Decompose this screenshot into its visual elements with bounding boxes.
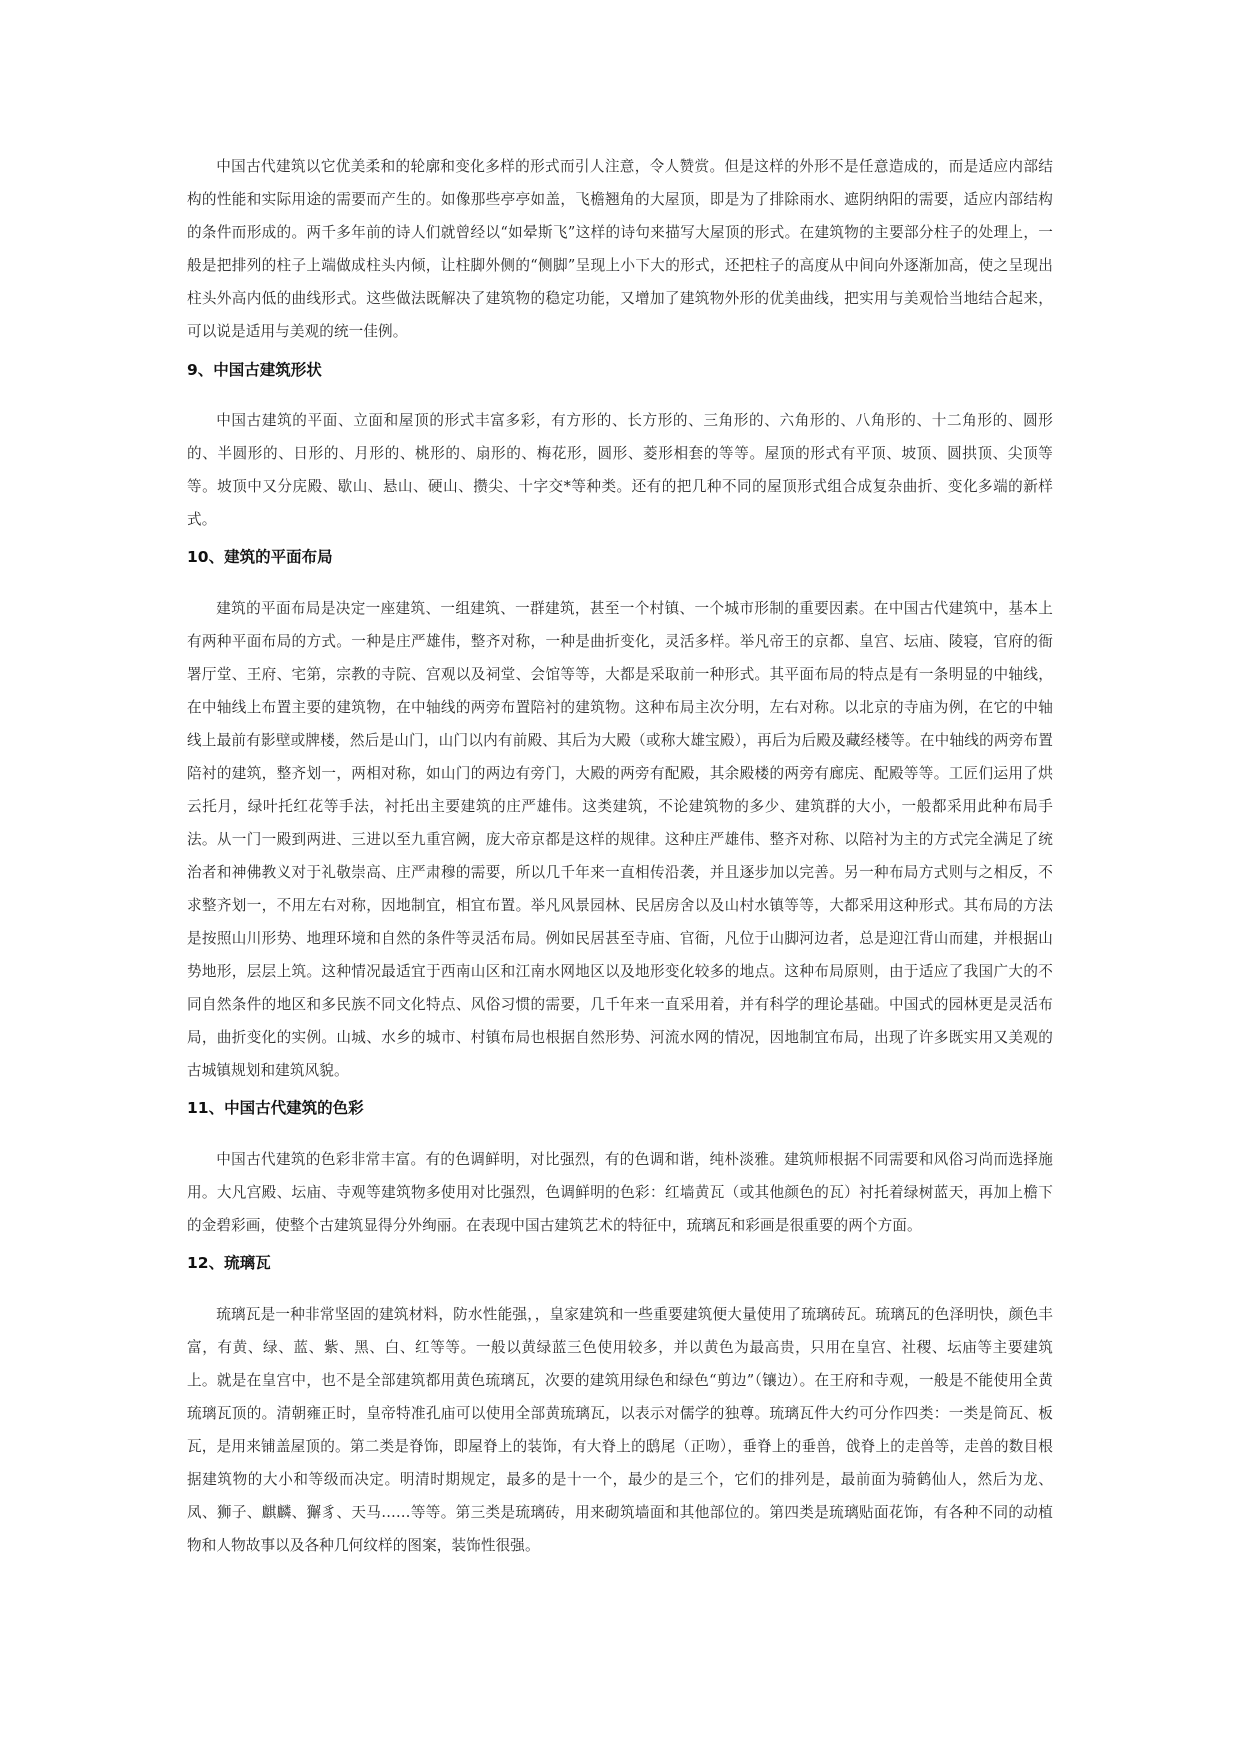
- section-12-heading: 12、琉璃瓦: [187, 1254, 271, 1272]
- section-9-paragraph: 中国古建筑的平面、立面和屋顶的形式丰富多彩，有方形的、长方形的、三角形的、六角形的、八角形的、十二角形的、圆形的、半圆形的、日形的、月形的、桃形的、扇形的、梅花形，圆形、菱形相套的等等。屋顶的形式有平顶、坡顶、圆拱顶、尖顶等等。坡顶中又分庑殿、歇山、悬山、硬山、攒尖、十字交*等种类。还有的把几种不同的屋顶形式组合成复杂曲折、变化多端的新样式。: [187, 412, 1053, 528]
- section-11-paragraph: 中国古代建筑的色彩非常丰富。有的色调鲜明，对比强烈，有的色调和谐，纯朴淡雅。建筑师根据不同需要和风俗习尚而选择施用。大凡宫殿、坛庙、寺观等建筑物多使用对比强烈，色调鲜明的色彩：红墙黄瓦（或其他颜色的瓦）衬托着绿树蓝天，再加上檐下的金碧彩画，使整个古建筑显得分外绚丽。在表现中国古建筑艺术的特征中，琉璃瓦和彩画是很重要的两个方面。: [187, 1151, 1053, 1234]
- section-9-heading: 9、中国古建筑形状: [187, 361, 322, 379]
- section-12-paragraph: 琉璃瓦是一种非常坚固的建筑材料，防水性能强，，皇家建筑和一些重要建筑便大量使用了琉璃砖瓦。琉璃瓦的色泽明快，颜色丰富，有黄、绿、蓝、紫、黑、白、红等等。一般以黄绿蓝三色使用较多，并以黄色为最高贵，只用在皇宫、社稷、坛庙等主要建筑上。就是在皇宫中，也不是全部建筑都用黄色琉璃瓦，次要的建筑用绿色和绿色“剪边”（镶边）。在王府和寺观，一般是不能使用全黄琉璃瓦顶的。清朝雍正时，皇帝特准孔庙可以使用全部黄琉璃瓦，以表示对儒学的独尊。琉璃瓦件大约可分作四类：一类是筒瓦、板瓦，是用来铺盖屋顶的。第二类是脊饰，即屋脊上的装饰，有大脊上的鸱尾（正吻），垂脊上的垂兽，戗脊上的走兽等，走兽的数目根据建筑物的大小和等级而决定。明清时期规定，最多的是十一个，最少的是三个，它们的排列是，最前面为骑鹤仙人，然后为龙、凤、狮子、麒麟、獬豸、天马……等等。第三类是琉璃砖，用来砌筑墙面和其他部位的。第四类是琉璃贴面花饰，有各种不同的动植物和人物故事以及各种几何纹样的图案，装饰性很强。: [187, 1306, 1053, 1554]
- section-10-paragraph: 建筑的平面布局是决定一座建筑、一组建筑、一群建筑，甚至一个村镇、一个城市形制的重要因素。在中国古代建筑中，基本上有两种平面布局的方式。一种是庄严雄伟，整齐对称，一种是曲折变化，灵活多样。举凡帝王的京都、皇宫、坛庙、陵寝，官府的衙署厅堂、王府、宅第，宗教的寺院、宫观以及祠堂、会馆等等，大都是采取前一种形式。其平面布局的特点是有一条明显的中轴线，在中轴线上布置主要的建筑物，在中轴线的两旁布置陪衬的建筑物。这种布局主次分明，左右对称。以北京的寺庙为例，在它的中轴线上最前有影壁或牌楼，然后是山门，山门以内有前殿、其后为大殿（或称大雄宝殿），再后为后殿及藏经楼等。在中轴线的两旁布置陪衬的建筑，整齐划一，两相对称，如山门的两边有旁门，大殿的两旁有配殿，其余殿楼的两旁有廊庑、配殿等等。工匠们运用了烘云托月，绿叶托红花等手法，衬托出主要建筑的庄严雄伟。这类建筑，不论建筑物的多少、建筑群的大小，一般都采用此种布局手法。从一门一殿到两进、三进以至九重宫阙，庞大帝京都是这样的规律。这种庄严雄伟、整齐对称、以陪衬为主的方式完全满足了统治者和神佛教义对于礼敬崇高、庄严肃穆的需要，所以几千年来一直相传沿袭，并且逐步加以完善。另一种布局方式则与之相反，不求整齐划一，不用左右对称，因地制宜，相宜布置。举凡风景园林、民居房舍以及山村水镇等等，大都采用这种形式。其布局的方法是按照山川形势、地理环境和自然的条件等灵活布局。例如民居甚至寺庙、官衙，凡位于山脚河边者，总是迎江背山而建，并根据山势地形，层层上筑。这种情况最适宜于西南山区和江南水网地区以及地形变化较多的地点。这种布局原则，由于适应了我国广大的不同自然条件的地区和多民族不同文化特点、风俗习惯的需要，几千年来一直采用着，并有科学的理论基础。中国式的园林更是灵活布局，曲折变化的实例。山城、水乡的城市、村镇布局也根据自然形势、河流水网的情况，因地制宜布局，出现了许多既实用又美观的古城镇规划和建筑风貌。: [187, 600, 1053, 1079]
- section-11-heading: 11、中国古代建筑的色彩: [187, 1099, 364, 1117]
- section-10-heading: 10、建筑的平面布局: [187, 548, 333, 566]
- intro-paragraph: 中国古代建筑以它优美柔和的轮廓和变化多样的形式而引人注意，令人赞赏。但是这样的外形不是任意造成的，而是适应内部结构的性能和实际用途的需要而产生的。如像那些亭亭如盖，飞檐翘角的大屋顶，即是为了排除雨水、遮阴纳阳的需要，适应内部结构的条件而形成的。两千多年前的诗人们就曾经以“如晕斯飞”这样的诗句来描写大屋顶的形式。在建筑物的主要部分柱子的处理上，一般是把排列的柱子上端做成柱头内倾，让柱脚外侧的“侧脚”呈现上小下大的形式，还把柱子的高度从中间向外逐渐加高，使之呈现出柱头外高内低的曲线形式。这些做法既解决了建筑物的稳定功能，又增加了建筑物外形的优美曲线，把实用与美观恰当地结合起来，可以说是适用与美观的统一佳例。: [187, 158, 1053, 340]
- document-page: [187, 150, 1053, 1562]
